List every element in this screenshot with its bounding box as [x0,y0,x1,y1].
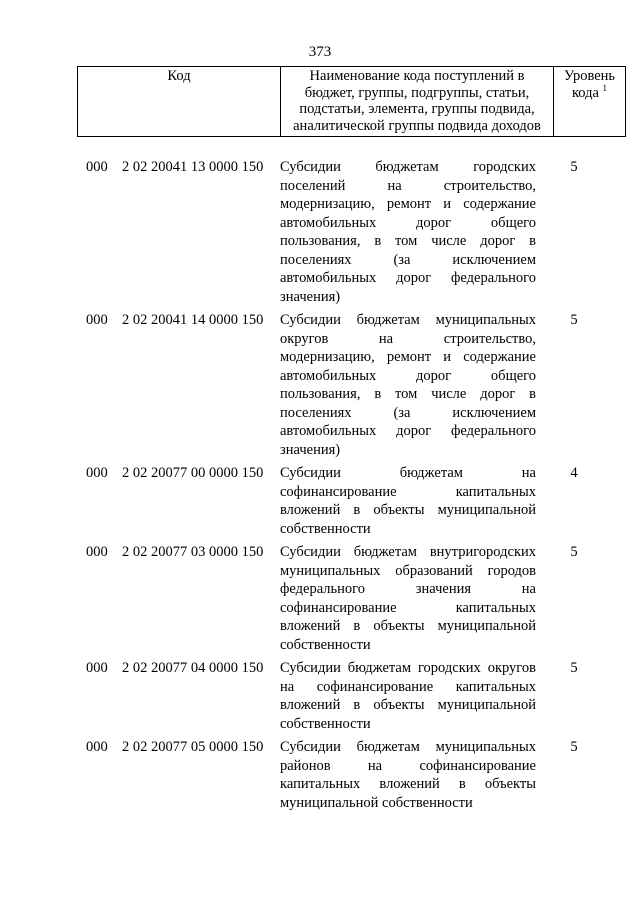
revenue-code: 2 02 20041 13 0000 150 [122,159,264,175]
revenue-code: 2 02 20041 14 0000 150 [122,312,264,328]
level-code: 5 [570,660,578,676]
footnote-mark: 1 [602,82,608,93]
header-level-text: Уровень код [563,68,616,101]
table-body [0,158,640,817]
level-code: 5 [570,159,578,175]
admin-code: 000 [86,465,108,481]
level-code: 5 [570,312,578,328]
header-name: Наименование кода поступлений в бюджет, группы, подгруппы, статьи, подстатьи, элемента, группы подвида, аналитической группы подвида доходов [281,67,554,137]
table-row [0,464,640,538]
table-row [0,738,640,812]
admin-code: 000 [86,544,108,560]
table-row [0,158,640,306]
table-row [0,543,640,654]
admin-code: 000 [86,312,108,328]
admin-code: 000 [86,660,108,676]
revenue-code: 2 02 20077 04 0000 150 [122,660,264,676]
admin-code: 000 [86,159,108,175]
revenue-name: Субсидии бюджетам на софинансирование капитальных вложений в объекты муниципальной собственности [280,465,536,537]
header-row [78,67,626,137]
level-code: 5 [570,544,578,560]
revenue-code: 2 02 20077 00 0000 150 [122,465,264,481]
revenue-name: Субсидии бюджетам внутригородских муниципальных образований городов федерального значения на софинансирование капитальных вложений в объекты муниципальной собственности [280,544,536,653]
admin-code: 000 [86,739,108,755]
page-number: 373 [308,44,332,60]
table-row [0,311,640,459]
table-row [0,659,640,733]
level-code: 5 [570,739,578,755]
header-level-tail: а [592,84,599,101]
header-level [554,67,626,137]
revenue-name: Субсидии бюджетам муниципальных округов на строительство, модернизацию, ремонт и содержание автомобильных дорог общего пользования, в том числе дорог в поселениях (за исключением автомобильных дорог федерального значения) [280,312,536,458]
table-header [77,66,626,137]
header-code: Код [78,67,281,137]
revenue-code: 2 02 20077 03 0000 150 [122,544,264,560]
revenue-name: Субсидии бюджетам муниципальных районов на софинансирование капитальных вложений в объекты муниципальной собственности [280,739,536,811]
revenue-name: Субсидии бюджетам городских округов на софинансирование капитальных вложений в объекты муниципальной собственности [280,660,536,732]
revenue-code: 2 02 20077 05 0000 150 [122,739,264,755]
level-code: 4 [570,465,578,481]
revenue-name: Субсидии бюджетам городских поселений на строительство, модернизацию, ремонт и содержание автомобильных дорог общего пользования, в том числе дорог в поселениях (за исключением автомобильных дорог федерального значения) [280,159,536,305]
